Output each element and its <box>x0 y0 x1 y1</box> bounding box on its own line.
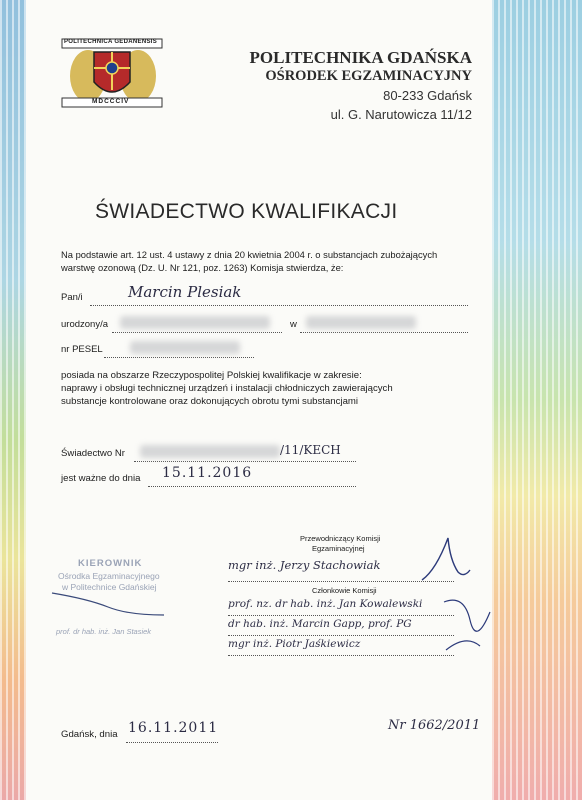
born-date-dotted-line <box>112 331 282 333</box>
name-handwritten: Marcin Plesiak <box>128 283 242 301</box>
born-in-label: w <box>290 319 297 330</box>
stamp-title: KIEROWNIK <box>78 558 143 569</box>
stamp-line-2: Ośrodka Egzaminacyjnego <box>58 571 160 581</box>
pesel-dotted-line <box>104 356 254 358</box>
qualification-line-2: naprawy i obsługi technicznej urządzeń i instalacji chłodniczych zawierających <box>61 383 393 394</box>
stamp-line-3: w Politechnice Gdańskiej <box>62 582 157 592</box>
chair-title-line-2: Egzaminacyjnej <box>312 544 365 553</box>
valid-until-date: 15.11.2016 <box>162 465 253 481</box>
chair-name-handwritten: mgr inż. Jerzy Stachowiak <box>228 558 381 572</box>
department-name: OŚRODEK EGZAMINACYJNY <box>265 68 472 84</box>
certificate-number-suffix: /11/KECH <box>280 443 341 457</box>
born-place-redacted <box>306 316 416 329</box>
member-3-line <box>228 654 454 656</box>
member-3-handwritten: mgr inż. Piotr Jaśkiewicz <box>228 638 361 650</box>
name-dotted-line <box>90 304 468 306</box>
member-signatures <box>440 590 500 660</box>
document-title: ŚWIADECTWO KWALIFIKACJI <box>95 200 398 223</box>
university-seal-logo <box>58 36 166 110</box>
right-stripe-pattern <box>492 0 582 800</box>
born-place-dotted-line <box>300 331 468 333</box>
street-address: ul. G. Narutowicza 11/12 <box>330 107 472 122</box>
chair-title-line-1: Przewodniczący Komisji <box>300 534 381 543</box>
born-date-redacted <box>120 316 270 329</box>
member-2-handwritten: dr hab. inż. Marcin Gapp, prof. PG <box>228 618 412 630</box>
member-1-handwritten: prof. nz. dr hab. inż. Jan Kowalewski <box>228 598 423 610</box>
members-title: Członkowie Komisji <box>312 586 377 595</box>
certificate-number-dotted-line <box>134 460 356 462</box>
registry-number-handwritten: Nr 1662/2011 <box>388 718 481 733</box>
pesel-redacted <box>130 341 240 354</box>
born-label: urodzony/a <box>61 319 109 330</box>
valid-until-label: jest ważne do dnia <box>61 473 141 484</box>
member-2-line <box>228 634 454 636</box>
place-date-label: Gdańsk, dnia <box>61 729 118 740</box>
intro-line-2: warstwę ozonową (Dz. U. Nr 121, poz. 1263) Komisja stwierdza, że: <box>61 262 344 273</box>
member-1-line <box>228 614 454 616</box>
seal-top-text: POLITECHNICA GEDANENSIS <box>64 39 158 45</box>
qualification-line-1: posiada na obszarze Rzeczypospolitej Polskiej kwalifikacje w zakresie: <box>61 370 362 381</box>
director-signature <box>48 585 168 621</box>
chair-signature <box>418 530 473 590</box>
intro-line-1: Na podstawie art. 12 ust. 4 ustawy z dnia 20 kwietnia 2004 r. o substancjach zubożających <box>61 249 438 260</box>
left-stripe-pattern <box>0 0 26 800</box>
issue-date-handwritten: 16.11.2011 <box>128 720 219 736</box>
name-label: Pan/i <box>61 292 83 303</box>
director-name: prof. dr hab. inż. Jan Stasiek <box>56 627 152 636</box>
pesel-label: nr PESEL <box>61 344 103 355</box>
issue-date-dotted-line <box>126 741 218 743</box>
valid-until-dotted-line <box>148 485 356 487</box>
institution-name: POLITECHNIKA GDAŃSKA <box>249 48 472 67</box>
seal-bottom-text: MDCCCIV <box>92 98 130 105</box>
qualification-line-3: substancje kontrolowane oraz dokonujących obrotu tymi substancjami <box>61 396 359 407</box>
certificate-number-label: Świadectwo Nr <box>61 448 125 459</box>
postal-address: 80-233 Gdańsk <box>383 88 472 103</box>
certificate-number-redacted <box>140 445 280 458</box>
